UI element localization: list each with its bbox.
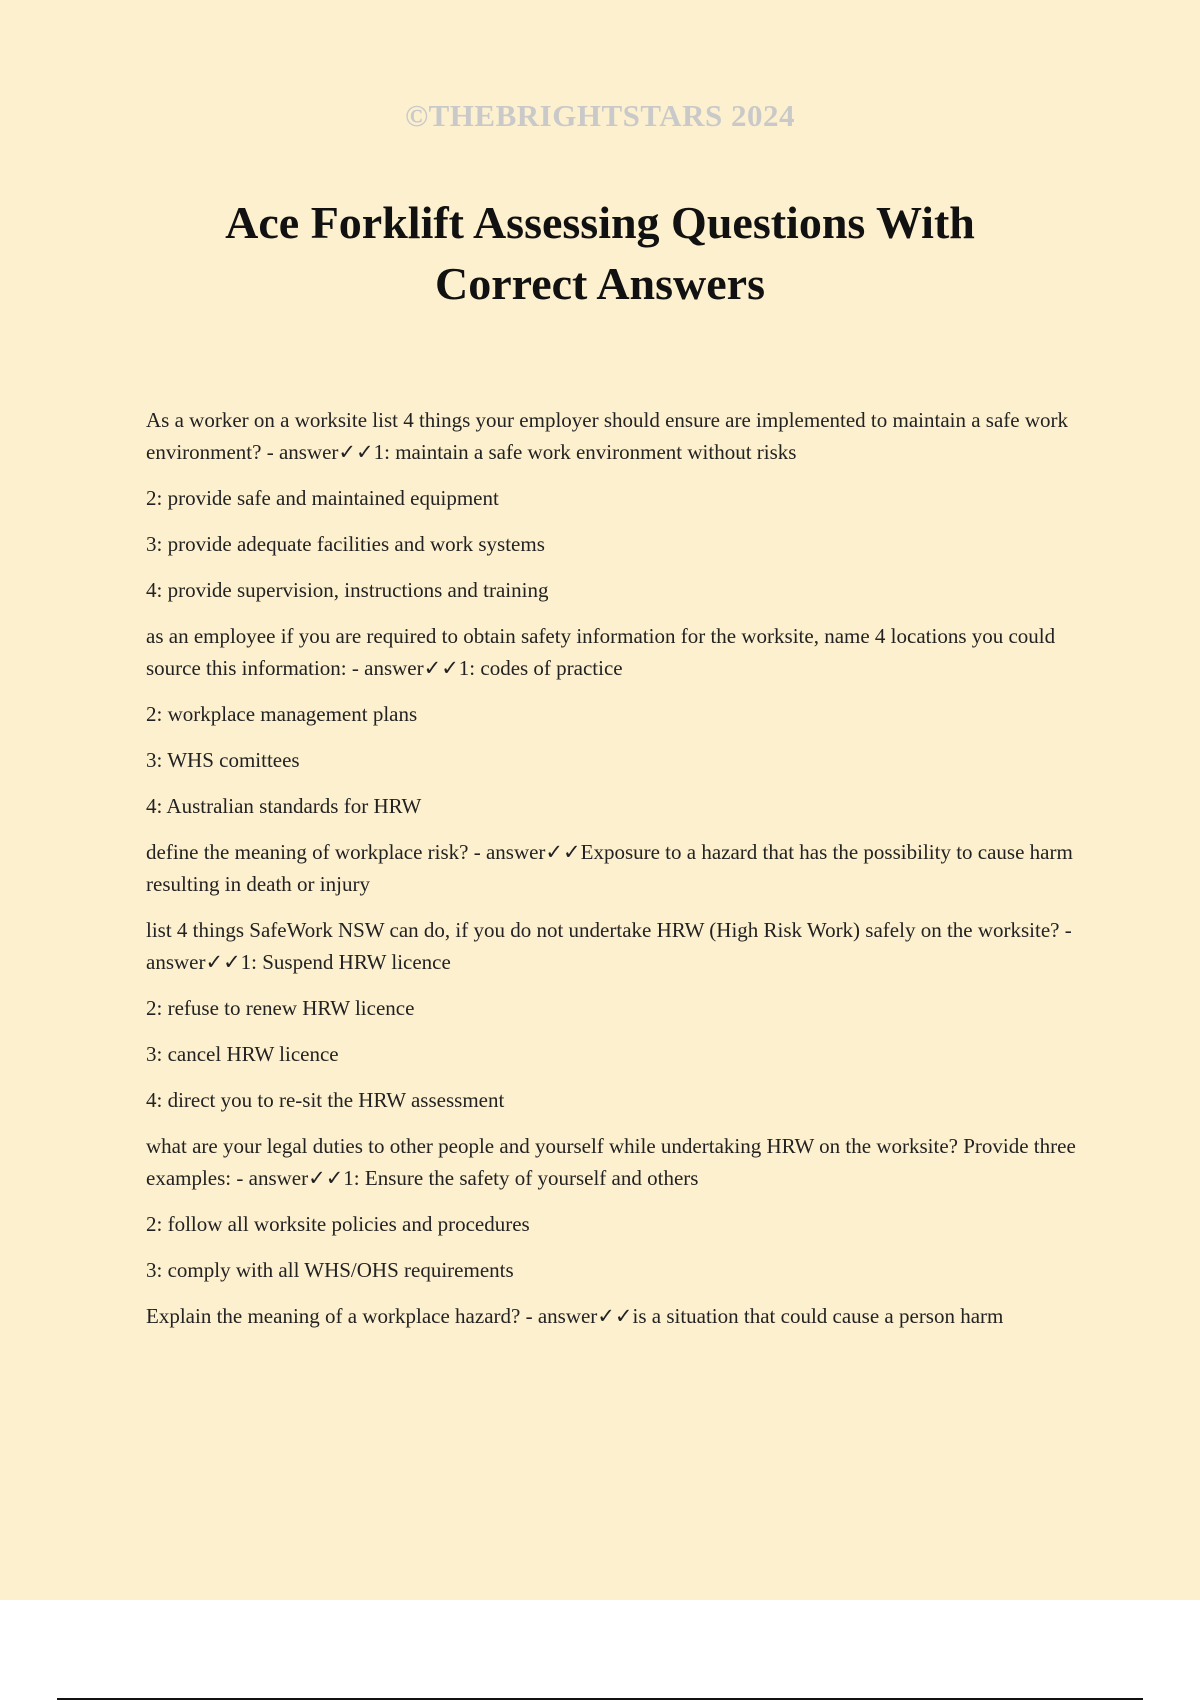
- paragraph: 2: provide safe and maintained equipment: [146, 486, 499, 510]
- paragraph: 2: refuse to renew HRW licence: [146, 996, 415, 1020]
- paragraph: 3: comply with all WHS/OHS requirements: [146, 1258, 514, 1282]
- paragraph: 4: Australian standards for HRW: [146, 794, 422, 818]
- paragraph: define the meaning of workplace risk? - answer✓✓Exposure to a hazard that has the possibility to cause harm resulting in death or injury: [146, 840, 1073, 896]
- title-line-2: Correct Answers: [435, 258, 765, 309]
- paragraph: 2: follow all worksite policies and procedures: [146, 1212, 530, 1236]
- title-line-1: Ace Forklift Assessing Questions With: [225, 197, 975, 248]
- paragraph: what are your legal duties to other people and yourself while undertaking HRW on the worksite? Provide three examples: - answer✓✓1: Ensure the safety of yourself and others: [146, 1134, 1076, 1190]
- paragraph: 3: cancel HRW licence: [146, 1042, 339, 1066]
- copyright-watermark: ©THEBRIGHTSTARS 2024: [404, 98, 796, 133]
- paragraph: as an employee if you are required to obtain safety information for the worksite, name 4 locations you could source this information: - answer✓✓1: codes of practice: [146, 624, 1056, 680]
- paragraph: list 4 things SafeWork NSW can do, if you do not undertake HRW (High Risk Work) safely on the worksite? - answer✓✓1: Suspend HRW licence: [146, 918, 1072, 974]
- paragraph: 4: provide supervision, instructions and training: [146, 578, 549, 602]
- paragraph: 3: provide adequate facilities and work systems: [146, 532, 545, 556]
- paragraph: 2: workplace management plans: [146, 702, 418, 726]
- paragraph: 3: WHS comittees: [146, 748, 300, 772]
- paragraph: As a worker on a worksite list 4 things your employer should ensure are implemented to maintain a safe work environment? - answer✓✓1: maintain a safe work environment without risks: [146, 408, 1069, 464]
- paragraph: Explain the meaning of a workplace hazard? - answer✓✓is a situation that could cause a person harm: [146, 1304, 1004, 1328]
- question-answer-body: [146, 404, 1091, 1346]
- paragraph: 4: direct you to re-sit the HRW assessment: [146, 1088, 505, 1112]
- document-title: [100, 192, 1100, 314]
